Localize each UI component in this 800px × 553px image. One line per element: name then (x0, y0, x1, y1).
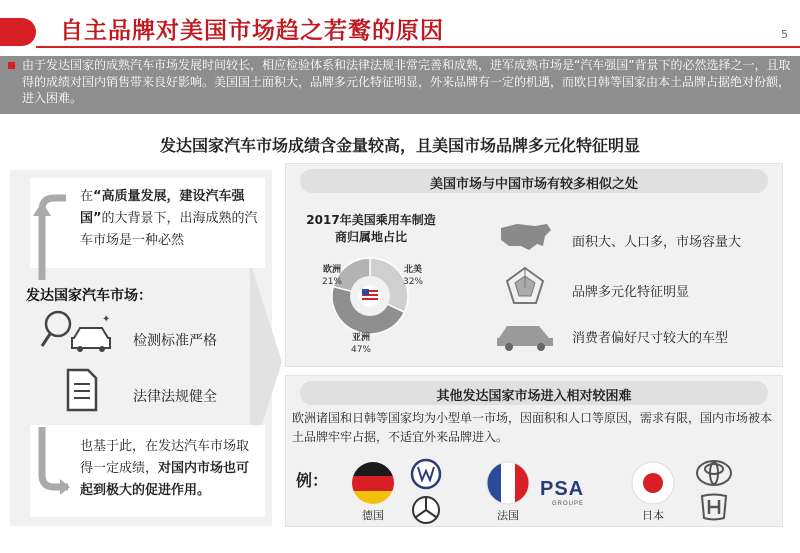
pie-label-eu (317, 264, 347, 288)
country-japan: 日本 (642, 509, 664, 522)
pie-title (296, 212, 446, 246)
intro-text: 由于发达国家的成熟汽车市场发展时间较长，相应检验体系和法律法规非常完善和成熟，进军成熟市场是“汽车强国”背景下的必然选择之一，且取得的成绩对国内销售带来良好影响。美国国土面积大，品牌多元化特征明显，外来品牌有一定的机遇，而欧日韩等国家由本土品牌占据绝对份额，进入困难。 (22, 58, 791, 105)
difficulty-text: 欧洲诸国和日韩等国家均为小型单一市场，因面积和人口等原因，需求有限，国内市场被本土品牌牢牢占据，不适宜外来品牌进入。 (292, 411, 773, 444)
pie-label-asia (346, 332, 376, 356)
pie-label-na (398, 264, 428, 288)
country-france: 法国 (497, 509, 519, 522)
document-icon (64, 368, 100, 412)
similarity-header: 美国市场与中国市场有较多相似之处 (429, 177, 638, 192)
pie-title-line2: 商归属地占比 (334, 230, 407, 244)
left-section-title: 发达国家汽车市场： (26, 288, 152, 304)
bottom-text-block: 也基于此，在发达汽车市场取得一定成绩，对国内市场也可起到极大的促进作用。 (80, 439, 250, 498)
psa-logo-subtext: GROUPE (552, 501, 585, 507)
pie-label-eu-value: 21% (321, 277, 342, 287)
inspection-icon (40, 308, 120, 352)
feature-law-label: 法律法规健全 (133, 389, 217, 405)
pie-label-na-name: 北美 (403, 265, 422, 275)
pie-title-line1: 2017年美国乘用车制造 (306, 213, 436, 227)
pie-label-asia-name: 亚洲 (351, 333, 370, 343)
intro-bullet-icon (8, 62, 15, 69)
feature-inspection-label: 检测标准严格 (133, 333, 217, 349)
mercedes-logo-icon (410, 494, 442, 526)
page-number: 5 (781, 28, 788, 41)
pie-label-eu-name: 欧洲 (322, 265, 341, 275)
down-bracket-icon (30, 425, 70, 505)
toyota-logo-icon (694, 458, 734, 488)
psa-logo-icon: PSA (540, 478, 585, 500)
similar-item-size: 消费者偏好尺寸较大的车型 (572, 331, 729, 346)
honda-logo-icon (698, 492, 730, 522)
up-bracket-icon (30, 180, 70, 285)
svg-text:✦: ✦ (102, 314, 111, 325)
us-map-icon (497, 220, 553, 254)
pie-label-asia-value: 47% (350, 345, 371, 355)
example-label: 例： (296, 471, 329, 490)
page-title: 自主品牌对美国市场趋之若鹜的原因 (60, 18, 444, 44)
vw-logo-icon (410, 458, 442, 490)
car-size-icon (493, 316, 557, 352)
section-subtitle: 发达国家汽车市场成绩含金量较高，且美国市场品牌多元化特征明显 (159, 136, 640, 155)
radar-chart-icon (505, 266, 545, 306)
similar-item-area: 面积大、人口多，市场容量大 (572, 235, 742, 250)
title-accent-bar (0, 18, 36, 46)
france-flag-icon (485, 460, 531, 506)
japan-flag-icon (630, 460, 676, 506)
top-text-block: 在“高质量发展，建设汽车强国”的大背景下，出海成熟的汽车市场是一种必然 (80, 189, 258, 248)
germany-flag-icon (350, 460, 396, 506)
similar-item-brand: 品牌多元化特征明显 (572, 285, 690, 300)
difficulty-header: 其他发达国家市场进入相对较困难 (436, 389, 632, 404)
country-germany: 德国 (362, 509, 384, 522)
title-underline (36, 46, 800, 48)
pie-label-na-value: 32% (402, 277, 423, 287)
